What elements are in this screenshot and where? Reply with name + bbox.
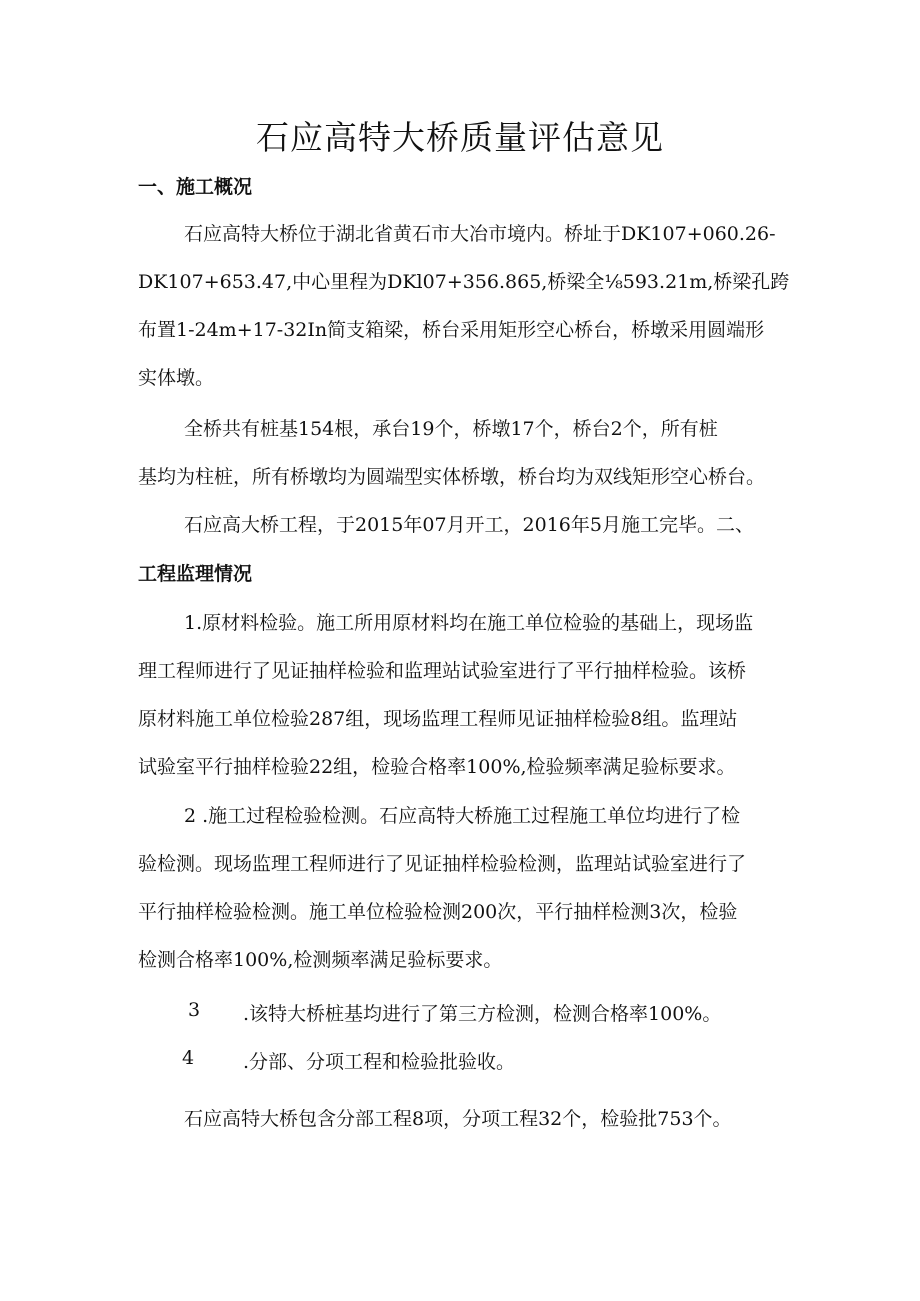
list-item-number: 3 (188, 999, 201, 1021)
paragraph-line: 试验室平行抽样检验22组，检验合格率100%,检验频率满足验标要求。 (138, 756, 736, 778)
paragraph-line: 理工程师进行了见证抽样检验和监理站试验室进行了平行抽样检验。该桥 (138, 660, 747, 682)
list-item-text: .该特大桥桩基均进行了第三方检测，检测合格率100%。 (243, 1003, 722, 1025)
paragraph-line: 原材料施工单位检验287组，现场监理工程师见证抽样检验8组。监理站 (138, 708, 738, 730)
list-item-number: 4 (182, 1047, 195, 1069)
paragraph-line: 石应高特大桥包含分部工程8项，分项工程32个，检验批753个。 (184, 1108, 732, 1130)
list-item-text: .分部、分项工程和检验批验收。 (243, 1051, 516, 1073)
section-heading-2: 工程监理情况 (138, 563, 253, 585)
paragraph-line: 实体墩。 (138, 367, 215, 389)
paragraph-line: 布置1-24m+17-32In简支箱梁，桥台采用矩形空心桥台，桥墩采用圆端形 (138, 319, 765, 341)
paragraph-line: 1.原材料检验。施工所用原材料均在施工单位检验的基础上，现场监 (184, 612, 754, 634)
paragraph-line: 基均为柱桩，所有桥墩均为圆端型实体桥墩，桥台均为双线矩形空心桥台。 (138, 466, 766, 488)
paragraph-line: 平行抽样检验检测。施工单位检验检测200次，平行抽样检测3次，检验 (138, 901, 738, 923)
paragraph-line: 全桥共有桩基154根，承台19个，桥墩17个，桥台2个，所有桩 (184, 418, 718, 440)
paragraph-line: 2 .施工过程检验检测。石应高特大桥施工过程施工单位均进行了检 (184, 805, 741, 827)
section-heading-1: 一、施工概况 (138, 176, 253, 198)
paragraph-line: 验检测。现场监理工程师进行了见证抽样检验检测，监理站试验室进行了 (138, 853, 747, 875)
paragraph-line: 石应高特大桥位于湖北省黄石市大冶市境内。桥址于DK107+060.26- (184, 223, 776, 245)
paragraph-line: 石应高大桥工程，于2015年07月开工，2016年5月施工完毕。二、 (184, 514, 754, 536)
paragraph-line: DK107+653.47,中心里程为DKl07+356.865,桥梁全⅛593.21m,桥梁孔跨 (138, 271, 790, 293)
paragraph-line: 检测合格率100%,检测频率满足验标要求。 (138, 949, 503, 971)
page-title: 石应高特大桥质量评估意见 (256, 118, 664, 157)
